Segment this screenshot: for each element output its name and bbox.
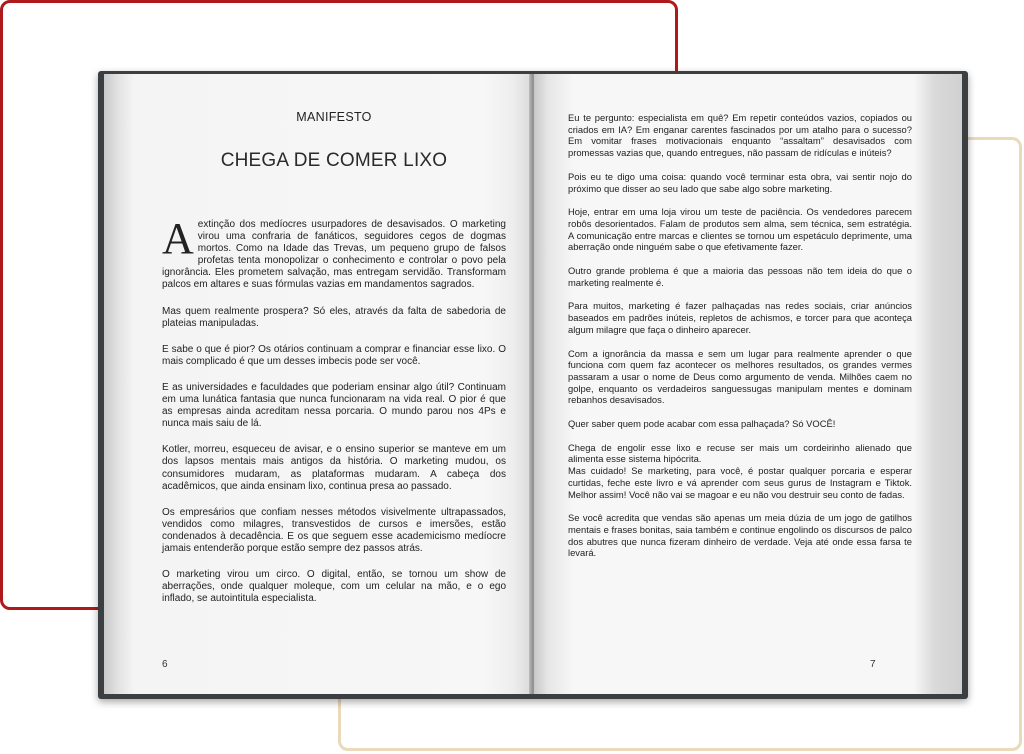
chapter-title: CHEGA DE COMER LIXO <box>220 150 448 171</box>
paragraph: Mas quem realmente prospera? Só eles, através da falta de sabedoria de plateias manipuladas. <box>162 305 506 329</box>
left-page-content <box>162 110 506 619</box>
paragraph: Eu te pergunto: especialista em quê? Em repetir conteúdos vazios, copiados ou criados em IA? Em enganar carentes fascinados por um atalho para o sucesso? Em vomitar frases motivacionais enquanto “assaltam” desavisados com promessas vazias que, quando entregues, não passam de ridículas e inúteis? <box>568 112 912 159</box>
paragraph-text: extinção dos medíocres usurpadores de desavisados. O marketing virou uma confraria de fanáticos, seguidores cegos de dogmas mortos. Como na Idade das Trevas, um pequeno grupo de falsos profetas tenta monopolizar o conhecimento e controlar o povo pela ignorância. Eles prometem salvação, mas entregam servidão. Transformam palcos em altares e suas fórmulas vazias em mandamentos sagrados. <box>162 219 506 291</box>
paragraph: Se você acredita que vendas são apenas um meia dúzia de um jogo de gatilhos mentais e frases bonitas, saia também e continue engolindo os discursos de palco dos abutres que nunca fizeram dinheiro de verdade. Veja até onde essa farsa te levará. <box>568 512 912 559</box>
section-header: MANIFESTO <box>296 110 372 124</box>
left-page <box>104 74 532 694</box>
paragraph: Quer saber quem pode acabar com essa palhaçada? Só VOCÊ! <box>568 418 836 430</box>
page-number: 7 <box>870 659 876 670</box>
paragraph: Os empresários que confiam nesses métodos visivelmente ultrapassados, vendidos como milagres, transvestidos de cursos e imersões, estão condenados à decadência. E os que seguem esse academicismo medíocre jamais entenderão porque estão sempre dez passos atrás. <box>162 506 506 554</box>
paragraph: O marketing virou um circo. O digital, então, se tornou um show de aberrações, onde qualquer moleque, com um celular na mão, e o ego inflado, se autointitula especialista. <box>162 569 506 605</box>
paragraph: E sabe o que é pior? Os otários continuam a comprar e financiar esse lixo. O mais complicado é que um desses imbecis pode ser você. <box>162 343 506 367</box>
drop-cap: A <box>162 214 194 263</box>
left-page-body <box>162 214 506 605</box>
paragraph: Pois eu te digo uma coisa: quando você terminar esta obra, vai sentir nojo do próximo que disser ao seu lado que sabe algo sobre marketing. <box>568 170 912 194</box>
paragraph: Para muitos, marketing é fazer palhaçadas nas redes sociais, criar anúncios baseados em padrões inúteis, repletos de achismos, e torcer para que aconteça algum milagre que faça o dinheiro aparecer. <box>568 300 912 335</box>
paragraph: E as universidades e faculdades que poderiam ensinar algo útil? Continuam em uma lunática fantasia que nunca funcionaram na vida real. O pior é que as empresas ainda acreditam nessa porcaria. O mundo parou nos 4Ps e nunca mais saiu de lá. <box>162 381 506 430</box>
paragraph: Kotler, morreu, esqueceu de avisar, e o ensino superior se manteve em um dos lapsos mentais mais antigos da história. O marketing mudou, os consumidores mudaram, as plataformas mudaram. A cabeça dos acadêmicos, que ainda ensinam lixo, continua presa ao passado. <box>162 444 506 492</box>
right-page-content <box>568 112 912 571</box>
paragraph: Com a ignorância da massa e sem um lugar para realmente aprender o que funciona com quem faz acontecer os melhores resultados, os grandes vermes passaram a usar o nome de Deus como argumento de venda. Milhões caem no golpe, enquanto os verdadeiros sanguessugas manipulam mentes e dominam rebanhos desavisados. <box>568 347 912 406</box>
paragraph: Hoje, entrar em uma loja virou um teste de paciência. Os vendedores parecem robôs desorientados. Falam de produtos sem alma, sem técnica, sem estratégia. A comunicação entre marcas e clientes se tornou um espetáculo deprimente, uma aberração onde ninguém sabe o que efetivamente fazer. <box>568 206 912 253</box>
page-number: 6 <box>162 659 168 670</box>
right-page <box>534 74 962 694</box>
paragraph <box>162 214 506 292</box>
right-page-body <box>568 112 912 559</box>
paragraph: Outro grande problema é que a maioria das pessoas não tem ideia do que o marketing realmente é. <box>568 265 912 288</box>
paragraph: Chega de engolir esse lixo e recuse ser mais um cordeirinho alienado que alimenta esse sistema hipócrita. Mas cuidado! Se marketing, para você, é postar qualquer porcaria e esperar curtidas, feche este livro e vá aprender com seus gurus de Instagram e Tiktok. Melhor assim! Você não vai se magoar e eu não vou destruir seu conto de fadas. <box>568 441 912 500</box>
